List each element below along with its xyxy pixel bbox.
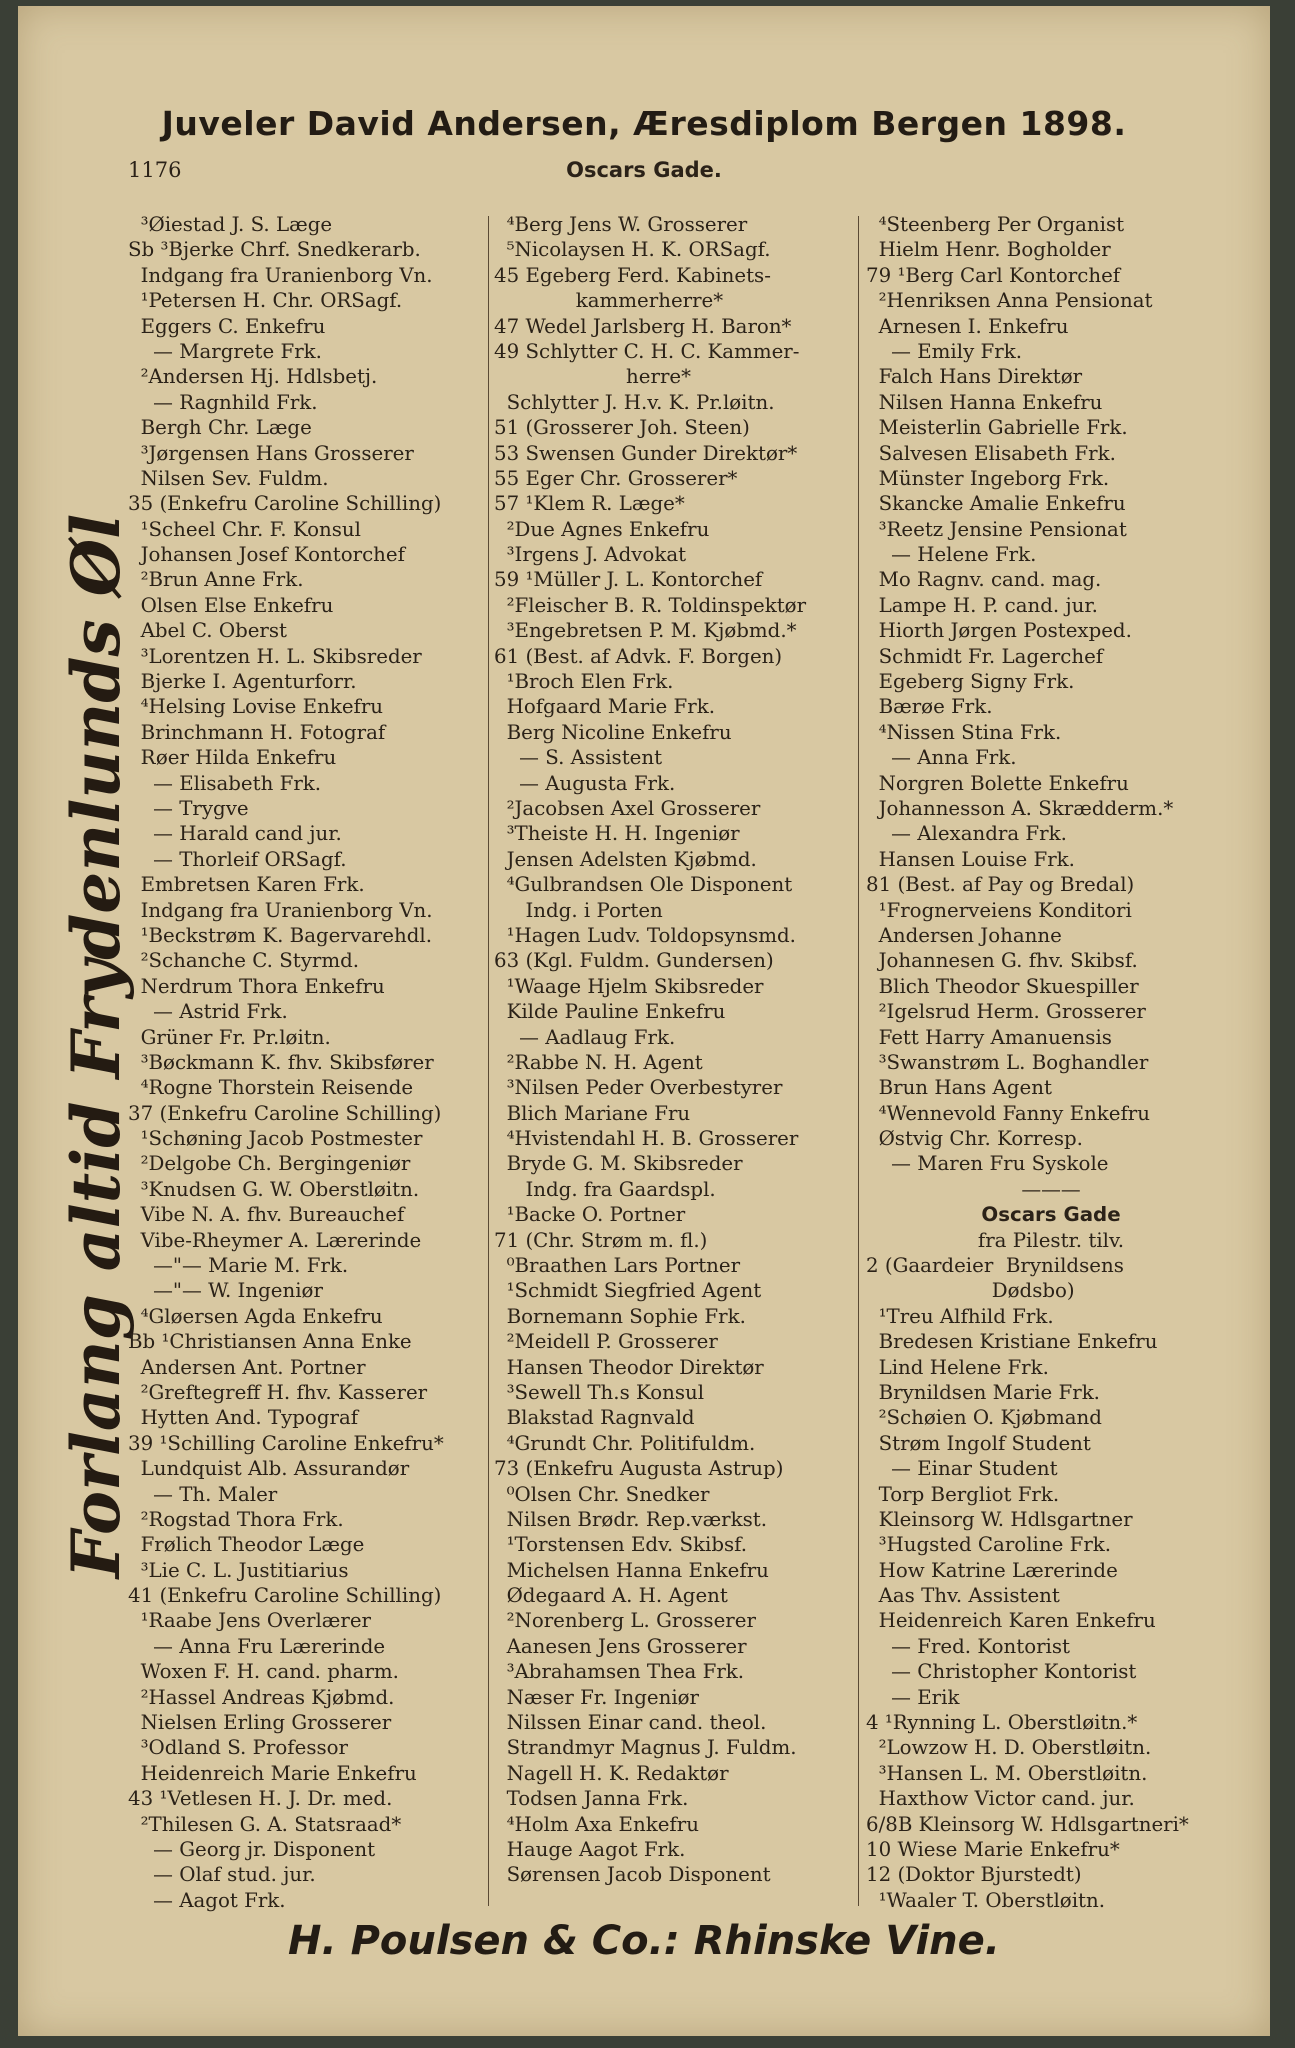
page-number: 1176 (128, 158, 182, 182)
directory-entry: Østvig Chr. Korresp. (866, 1127, 1083, 1151)
directory-entry: 2 (Gaardeier Brynildsens (866, 1254, 1124, 1278)
directory-page (18, 6, 1270, 2036)
directory-entry: Bornemann Sophie Frk. (494, 1304, 746, 1328)
directory-entry: ²Schøien O. Kjøbmand (866, 1406, 1102, 1430)
directory-entry: Sørensen Jacob Disponent (494, 1863, 771, 1887)
directory-entry: — Ragnhild Frk. (128, 390, 318, 414)
directory-entry: ³Hansen L. M. Oberstløitn. (866, 1761, 1148, 1785)
directory-entry: ¹Waaler T. Oberstløitn. (866, 1888, 1106, 1912)
directory-entry: Brynildsen Marie Frk. (866, 1380, 1100, 1404)
directory-entry: Salvesen Elisabeth Frk. (866, 441, 1116, 465)
directory-entry: Kilde Pauline Enkefru (494, 1000, 726, 1024)
directory-entry: Blich Mariane Fru (494, 1101, 691, 1125)
footer-advertisement: H. Poulsen & Co.: Rhinske Vine. (288, 1918, 1000, 1964)
directory-entry: ¹Frognerveiens Konditori (866, 898, 1132, 922)
directory-entry: Indgang fra Uranienborg Vn. (128, 263, 433, 287)
directory-entry: Meisterlin Gabrielle Frk. (866, 416, 1128, 440)
directory-entry: Lundquist Alb. Assurandør (128, 1457, 410, 1481)
directory-entry: Kleinsorg W. Hdlsgartner (866, 1507, 1133, 1531)
directory-entry: ⁴Steenberg Per Organist (866, 213, 1125, 236)
directory-column-1 (128, 212, 444, 1913)
directory-entry: ³Knudsen G. W. Oberstløitn. (128, 1177, 420, 1201)
directory-entry: — Olaf stud. jur. (128, 1863, 316, 1887)
page-street-heading: Oscars Gade. (566, 158, 722, 182)
directory-entry: ⁴Holm Axa Enkefru (494, 1812, 699, 1836)
directory-entry: Aas Thv. Assistent (866, 1584, 1060, 1608)
directory-entry: Nilsen Hanna Enkefru (866, 390, 1103, 414)
directory-entry: ²Brun Anne Frk. (128, 568, 304, 592)
directory-entry: Skancke Amalie Enkefru (866, 492, 1126, 516)
directory-entry: 35 (Enkefru Caroline Schilling) (128, 492, 442, 516)
directory-entry: Heidenreich Marie Enkefru (128, 1761, 417, 1785)
directory-entry: ²Igelsrud Herm. Grosserer (866, 1000, 1146, 1024)
directory-entry: 57 ¹Klem R. Læge* (494, 492, 685, 516)
directory-entry: ²Lowzow H. D. Oberstløitn. (866, 1736, 1152, 1760)
directory-entry: ¹Waage Hjelm Skibsreder (494, 974, 764, 998)
directory-entry: ¹Beckstrøm K. Bagervarehdl. (128, 923, 432, 947)
directory-entry: Hansen Theodor Direktør (494, 1355, 764, 1379)
directory-entry: Strøm Ingolf Student (866, 1431, 1091, 1455)
directory-entry: ²Delgobe Ch. Bergingeniør (128, 1152, 411, 1176)
directory-entry: Egeberg Signy Frk. (866, 670, 1075, 694)
directory-entry: herre* (494, 365, 692, 389)
directory-entry: 12 (Doktor Bjurstedt) (866, 1863, 1082, 1887)
directory-entry: 59 ¹Müller J. L. Kontorchef (494, 568, 763, 592)
directory-entry: — Aadlaug Frk. (494, 1025, 676, 1049)
directory-entry: ⁴Rogne Thorstein Reisende (128, 1076, 414, 1100)
directory-entry: Strandmyr Magnus J. Fuldm. (494, 1736, 797, 1760)
directory-entry: Berg Nicoline Enkefru (494, 720, 732, 744)
directory-entry: ³Swanstrøm L. Boghandler (866, 1050, 1149, 1074)
directory-entry: Falch Hans Direktør (866, 365, 1083, 389)
directory-entry: Haxthow Victor cand. jur. (866, 1787, 1135, 1811)
directory-entry: ——— (1021, 1177, 1081, 1201)
directory-entry: 61 (Best. af Advk. F. Borgen) (494, 644, 783, 668)
directory-entry: —"— Marie M. Frk. (128, 1254, 349, 1278)
directory-entry: Hiorth Jørgen Postexped. (866, 619, 1132, 643)
directory-entry: — Georg jr. Disponent (128, 1838, 376, 1861)
directory-entry: ¹Broch Elen Frk. (494, 670, 674, 694)
directory-entry: 71 (Chr. Strøm m. fl.) (494, 1228, 708, 1252)
column-divider (488, 216, 489, 1906)
directory-entry: Eggers C. Enkefru (128, 314, 326, 338)
directory-entry: — Erik (866, 1685, 960, 1709)
directory-entry: Bjerke I. Agenturforr. (128, 670, 357, 694)
directory-entry: Embretsen Karen Frk. (128, 873, 365, 897)
directory-entry: ²Andersen Hj. Hdlsbetj. (128, 365, 378, 389)
directory-entry: — Margrete Frk. (128, 339, 322, 363)
directory-entry: ²Meidell P. Grosserer (494, 1330, 718, 1354)
directory-entry: Nilsen Sev. Fuldm. (128, 466, 329, 490)
directory-entry: Brinchmann H. Fotograf (128, 720, 386, 744)
directory-entry: ³Lorentzen H. L. Skibsreder (128, 644, 422, 668)
directory-entry: ¹Torstensen Edv. Skibsf. (494, 1533, 748, 1557)
directory-entry: — Trygve (128, 796, 249, 820)
directory-entry: Vibe-Rheymer A. Lærerinde (128, 1228, 422, 1252)
directory-entry: Todsen Janna Frk. (494, 1787, 689, 1811)
directory-entry: — Aagot Frk. (128, 1888, 286, 1912)
directory-entry: ⁴Gulbrandsen Ole Disponent (494, 873, 793, 897)
directory-entry: — Th. Maler (128, 1482, 278, 1506)
directory-entry: ³Odland S. Professor (128, 1736, 348, 1760)
directory-entry: 41 (Enkefru Caroline Schilling) (128, 1584, 442, 1608)
directory-entry: fra Pilestr. tilv. (977, 1228, 1125, 1252)
directory-entry: — Anna Fru Lærerinde (128, 1634, 386, 1658)
directory-entry: Hansen Louise Frk. (866, 847, 1075, 871)
directory-entry: — Elisabeth Frk. (128, 771, 322, 795)
directory-entry: ⁴Helsing Lovise Enkefru (128, 695, 384, 719)
directory-entry: 81 (Best. af Pay og Bredal) (866, 873, 1135, 897)
directory-entry: —"— W. Ingeniør (128, 1279, 323, 1303)
directory-entry: ¹Treu Alfhild Frk. (866, 1304, 1054, 1328)
directory-entry: Bryde G. M. Skibsreder (494, 1152, 743, 1176)
directory-entry: Brun Hans Agent (866, 1076, 1052, 1100)
directory-column-2 (494, 212, 806, 1888)
directory-entry: Indg. fra Gaardspl. (494, 1177, 716, 1201)
directory-entry: How Katrine Lærerinde (866, 1558, 1118, 1582)
directory-entry: 47 Wedel Jarlsberg H. Baron* (494, 314, 792, 338)
directory-entry: Hofgaard Marie Frk. (494, 695, 715, 719)
directory-entry: ¹Scheel Chr. F. Konsul (128, 517, 361, 541)
side-advertisement: Forlang altid Frydenlunds Øl (57, 513, 135, 1579)
directory-entry: Andersen Johanne (866, 923, 1062, 947)
directory-entry: ⁴Nissen Stina Frk. (866, 720, 1062, 744)
directory-entry: ³Jørgensen Hans Grosserer (128, 441, 414, 465)
directory-entry: ⁴Berg Jens W. Grosserer (494, 213, 748, 236)
directory-entry: 6/8B Kleinsorg W. Hdlsgartneri* (866, 1812, 1189, 1836)
directory-entry: — Alexandra Frk. (866, 822, 1067, 846)
directory-entry: — S. Assistent (494, 746, 663, 770)
directory-entry: ¹Petersen H. Chr. ORSagf. (128, 289, 403, 313)
directory-entry: 53 Swensen Gunder Direktør* (494, 441, 798, 465)
directory-entry: Nilssen Einar cand. theol. (494, 1711, 767, 1735)
directory-entry: Schlytter J. H.v. K. Pr.løitn. (494, 390, 775, 414)
directory-entry: Nagell H. K. Redaktør (494, 1761, 729, 1785)
directory-entry: Nerdrum Thora Enkefru (128, 974, 385, 998)
directory-entry: Bredesen Kristiane Enkefru (866, 1330, 1158, 1354)
directory-entry: ⁴Grundt Chr. Politifuldm. (494, 1431, 756, 1455)
directory-entry: ²Norenberg L. Grosserer (494, 1609, 756, 1633)
directory-entry: ²Rogstad Thora Frk. (128, 1507, 344, 1531)
directory-entry: 73 (Enkefru Augusta Astrup) (494, 1457, 784, 1481)
directory-entry: Michelsen Hanna Enkefru (494, 1558, 769, 1582)
directory-entry: Hauge Aagot Frk. (494, 1838, 686, 1861)
directory-entry: Bb ¹Christiansen Anna Enke (128, 1330, 412, 1354)
directory-entry: 10 Wiese Marie Enkefru* (866, 1838, 1120, 1861)
directory-entry: — Anna Frk. (866, 746, 1017, 770)
directory-entry: ³Hugsted Caroline Frk. (866, 1533, 1112, 1557)
directory-entry: ⁰Braathen Lars Portner (494, 1254, 741, 1278)
directory-entry: ⁵Nicolaysen H. K. ORSagf. (494, 238, 771, 262)
directory-entry: Røer Hilda Enkefru (128, 746, 337, 770)
directory-entry: Indgang fra Uranienborg Vn. (128, 898, 433, 922)
directory-entry: — Augusta Frk. (494, 771, 676, 795)
directory-entry: ³Sewell Th.s Konsul (494, 1380, 705, 1404)
directory-entry: — Harald cand jur. (128, 822, 342, 846)
directory-entry: ³Øiestad J. S. Læge (128, 213, 333, 236)
directory-entry: 37 (Enkefru Caroline Schilling) (128, 1101, 442, 1125)
directory-entry: 63 (Kgl. Fuldm. Gundersen) (494, 949, 774, 973)
directory-entry: Johansen Josef Kontorchef (128, 543, 405, 567)
directory-entry: Norgren Bolette Enkefru (866, 771, 1129, 795)
directory-entry: Mo Ragnv. cand. mag. (866, 568, 1102, 592)
directory-entry: Torp Bergliot Frk. (866, 1482, 1060, 1506)
directory-entry: Arnesen I. Enkefru (866, 314, 1069, 338)
directory-entry: — Thorleif ORSagf. (128, 847, 347, 871)
directory-entry: ³Nilsen Peder Overbestyrer (494, 1076, 783, 1100)
directory-entry: Blakstad Ragnvald (494, 1406, 695, 1430)
directory-entry: — Fred. Kontorist (866, 1634, 1070, 1658)
directory-entry: Abel C. Oberst (128, 619, 287, 643)
directory-entry: Münster Ingeborg Frk. (866, 466, 1110, 490)
directory-entry: ¹Schmidt Siegfried Agent (494, 1279, 762, 1303)
directory-entry: Nielsen Erling Grosserer (128, 1711, 392, 1735)
directory-entry: Blich Theodor Skuespiller (866, 974, 1139, 998)
directory-entry: — Maren Fru Syskole (866, 1152, 1109, 1176)
directory-entry: ²Henriksen Anna Pensionat (866, 289, 1153, 313)
directory-entry: ²Rabbe N. H. Agent (494, 1050, 703, 1074)
directory-entry: ²Thilesen G. A. Statsraad* (128, 1812, 402, 1836)
directory-entry: ²Jacobsen Axel Grosserer (494, 796, 761, 820)
directory-entry: Johannesson A. Skrædderm.* (866, 796, 1174, 820)
directory-entry: Hytten And. Typograf (128, 1406, 359, 1430)
directory-entry: 49 Schlytter C. H. C. Kammer- (494, 339, 800, 363)
directory-entry: ³Abrahamsen Thea Frk. (494, 1660, 745, 1684)
directory-entry: ¹Backe O. Portner (494, 1203, 686, 1227)
directory-entry: 45 Egeberg Ferd. Kabinets- (494, 263, 771, 287)
directory-entry: Indg. i Porten (494, 898, 663, 922)
directory-entry: 51 (Grosserer Joh. Steen) (494, 416, 750, 440)
directory-entry: Nilsen Brødr. Rep.værkst. (494, 1507, 767, 1531)
directory-entry: ⁴Hvistendahl H. B. Grosserer (494, 1127, 799, 1151)
directory-entry: Johannesen G. fhv. Skibsf. (866, 949, 1138, 973)
directory-entry: — Helene Frk. (866, 543, 1037, 567)
directory-entry: ³Engebretsen P. M. Kjøbmd.* (494, 619, 797, 643)
directory-entry: Woxen F. H. cand. pharm. (128, 1660, 399, 1684)
directory-entry: Oscars Gade (981, 1203, 1121, 1227)
directory-entry: Bergh Chr. Læge (128, 416, 312, 440)
directory-entry: ⁴Wennevold Fanny Enkefru (866, 1101, 1150, 1125)
directory-entry: ³Reetz Jensine Pensionat (866, 517, 1127, 541)
directory-entry: ²Schanche C. Styrmd. (128, 949, 360, 973)
directory-entry: 55 Eger Chr. Grosserer* (494, 466, 738, 490)
directory-entry: 79 ¹Berg Carl Kontorchef (866, 263, 1121, 287)
directory-entry: Lampe H. P. cand. jur. (866, 593, 1098, 617)
directory-entry: Fett Harry Amanuensis (866, 1025, 1112, 1049)
directory-entry: — Astrid Frk. (128, 1000, 288, 1024)
directory-entry: ⁰Olsen Chr. Snedker (494, 1482, 710, 1506)
directory-entry: Schmidt Fr. Lagerchef (866, 644, 1104, 668)
directory-entry: ³Theiste H. H. Ingeniør (494, 822, 740, 846)
directory-entry: Jensen Adelsten Kjøbmd. (494, 847, 757, 871)
directory-entry: ²Due Agnes Enkefru (494, 517, 710, 541)
directory-entry: Bærøe Frk. (866, 695, 993, 719)
directory-entry: 39 ¹Schilling Caroline Enkefru* (128, 1431, 444, 1455)
directory-entry: kammerherre* (494, 289, 724, 313)
directory-entry: Dødsbo) (866, 1279, 1075, 1303)
directory-entry: Lind Helene Frk. (866, 1355, 1049, 1379)
directory-entry: Hielm Henr. Bogholder (866, 238, 1111, 262)
directory-entry: ²Greftegreff H. fhv. Kasserer (128, 1380, 428, 1404)
directory-entry: Næser Fr. Ingeniør (494, 1685, 700, 1709)
directory-entry: ¹Hagen Ludv. Toldopsynsmd. (494, 923, 796, 947)
directory-entry: — Christopher Kontorist (866, 1660, 1137, 1684)
directory-entry: ¹Raabe Jens Overlærer (128, 1609, 372, 1633)
column-divider (858, 216, 859, 1906)
directory-entry: Aanesen Jens Grosserer (494, 1634, 747, 1658)
directory-entry: ⁴Gløersen Agda Enkefru (128, 1304, 383, 1328)
directory-entry: ²Fleischer B. R. Toldinspektør (494, 593, 807, 617)
directory-entry: Olsen Else Enkefru (128, 593, 334, 617)
directory-entry: 43 ¹Vetlesen H. J. Dr. med. (128, 1787, 393, 1811)
directory-entry: Grüner Fr. Pr.løitn. (128, 1025, 331, 1049)
directory-entry: ¹Schøning Jacob Postmester (128, 1127, 423, 1151)
directory-entry: ³Irgens J. Advokat (494, 543, 687, 567)
directory-entry: Vibe N. A. fhv. Bureauchef (128, 1203, 405, 1227)
directory-entry: Frølich Theodor Læge (128, 1533, 365, 1557)
directory-entry: Heidenreich Karen Enkefru (866, 1609, 1156, 1633)
directory-entry: — Emily Frk. (866, 339, 1022, 363)
header-advertisement: Juveler David Andersen, Æresdiplom Bergen 1898. (161, 104, 1127, 143)
directory-entry: ³Lie C. L. Justitiarius (128, 1558, 349, 1582)
directory-entry: — Einar Student (866, 1457, 1058, 1481)
directory-entry: 4 ¹Rynning L. Oberstløitn.* (866, 1711, 1138, 1735)
directory-entry: Ødegaard A. H. Agent (494, 1584, 728, 1608)
directory-entry: Sb ³Bjerke Chrf. Snedkerarb. (128, 238, 421, 262)
directory-entry: ²Hassel Andreas Kjøbmd. (128, 1685, 395, 1709)
directory-entry: ³Bøckmann K. fhv. Skibsfører (128, 1050, 434, 1074)
directory-column-3 (866, 212, 1236, 1913)
directory-entry: Andersen Ant. Portner (128, 1355, 366, 1379)
